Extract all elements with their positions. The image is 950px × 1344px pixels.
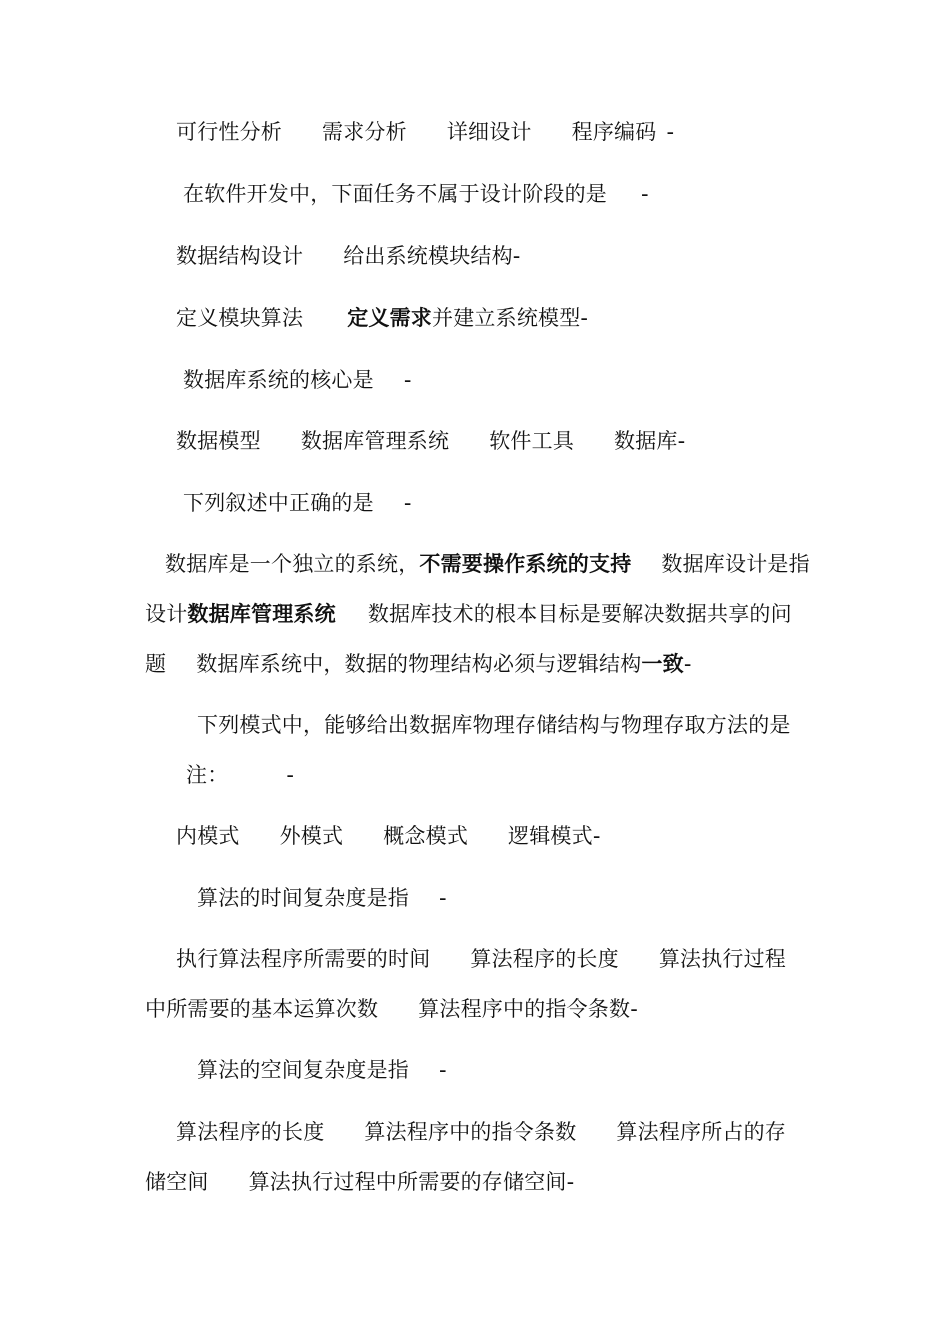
q4-l2-a: 设计 <box>145 602 188 626</box>
q4-l1-a: 数据库是一个独立的系统， <box>165 552 420 576</box>
q6-options-line-2 <box>145 995 638 1023</box>
q4-l3-bold: 一致 <box>641 652 684 676</box>
q3-option-a: 数据模型 <box>176 429 261 453</box>
q2-option-d-bold: 定义需求 <box>347 306 433 330</box>
q5-end-dash: - <box>286 763 295 787</box>
q1-option-b: 需求分析 <box>322 120 407 144</box>
q4-l3-end: - <box>683 652 692 676</box>
q1-option-a: 可行性分析 <box>176 120 282 144</box>
q7-l2-b: 算法执行过程中所需要的存储空间- <box>248 1170 575 1194</box>
q2-end-dash: - <box>641 182 649 206</box>
q7-l1-b: 算法程序中的指令条数 <box>364 1120 577 1144</box>
q2-option-b: 给出系统模块结构- <box>343 244 521 268</box>
q2-option-c: 定义模块算法 <box>176 306 304 330</box>
q4-options-line-3 <box>145 650 692 678</box>
q6-l1-c: 算法执行过程 <box>658 947 787 971</box>
q1-option-d: 程序编码 <box>571 120 657 144</box>
q5-question-l2: 注： <box>186 763 229 787</box>
q6-l1-a: 执行算法程序所需要的时间 <box>176 947 431 971</box>
q4-end-dash: - <box>403 491 412 515</box>
q5-question-l1: 下列模式中，能够给出数据库物理存储结构与物理存取方法的是 <box>197 713 791 737</box>
q6-question-line <box>197 884 447 912</box>
q7-question: 算法的空间复杂度是指 <box>197 1058 409 1082</box>
q7-options-line-1 <box>176 1118 786 1146</box>
q3-options-line <box>176 427 685 455</box>
q2-question-line <box>183 180 649 208</box>
q3-option-d: 数据库- <box>614 429 686 453</box>
q4-question: 下列叙述中正确的是 <box>183 491 374 515</box>
q6-question: 算法的时间复杂度是指 <box>197 886 409 910</box>
q7-l1-a: 算法程序的长度 <box>176 1120 325 1144</box>
q7-l2-a: 储空间 <box>145 1170 209 1194</box>
q6-end-dash: - <box>439 886 447 910</box>
q7-end-dash: - <box>439 1058 447 1082</box>
q5-options-line <box>176 822 601 850</box>
q5-option-d: 逻辑模式- <box>508 824 601 848</box>
q4-l1-bold: 不需要操作系统的支持 <box>419 552 632 576</box>
q3-end-dash: - <box>403 368 412 392</box>
q4-l3-b: 数据库系统中，数据的物理结构必须与逻辑结构 <box>196 652 642 676</box>
q6-l2-a: 中所需要的基本运算次数 <box>145 997 379 1021</box>
q5-option-a: 内模式 <box>176 824 240 848</box>
q4-options-line-2 <box>145 600 792 628</box>
q2-options-line-1 <box>176 242 521 270</box>
q4-question-line <box>183 489 412 517</box>
q2-options-line-2 <box>176 304 588 332</box>
q2-option-d-rest: 并建立系统模型- <box>432 306 589 330</box>
q5-option-b: 外模式 <box>279 824 344 848</box>
q1-options-line <box>176 118 674 146</box>
q3-option-c: 软件工具 <box>489 429 575 453</box>
q4-l3-a: 题 <box>145 652 167 676</box>
q6-options-line-1 <box>176 945 786 973</box>
q5-option-c: 概念模式 <box>383 824 469 848</box>
q4-l2-bold: 数据库管理系统 <box>187 602 336 626</box>
q1-end-dash: - <box>666 120 675 144</box>
q4-options-line-1 <box>165 550 810 578</box>
q3-question-line <box>183 366 412 394</box>
q2-option-a: 数据结构设计 <box>176 244 304 268</box>
q4-l2-b: 数据库技术的根本目标是要解决数据共享的问 <box>367 602 792 626</box>
q4-l1-b: 数据库设计是指 <box>661 552 810 576</box>
q5-question-line-1 <box>197 711 791 739</box>
q7-question-line <box>197 1056 447 1084</box>
q6-l2-b: 算法程序中的指令条数- <box>418 997 638 1021</box>
q5-question-line-2 <box>186 761 294 789</box>
q7-l1-c: 算法程序所占的存 <box>616 1120 787 1144</box>
q3-question: 数据库系统的核心是 <box>183 368 374 392</box>
q6-l1-b: 算法程序的长度 <box>470 947 619 971</box>
q3-option-b: 数据库管理系统 <box>300 429 450 453</box>
q7-options-line-2 <box>145 1168 574 1196</box>
q1-option-c: 详细设计 <box>446 120 532 144</box>
q2-question: 在软件开发中，下面任务不属于设计阶段的是 <box>183 182 607 206</box>
